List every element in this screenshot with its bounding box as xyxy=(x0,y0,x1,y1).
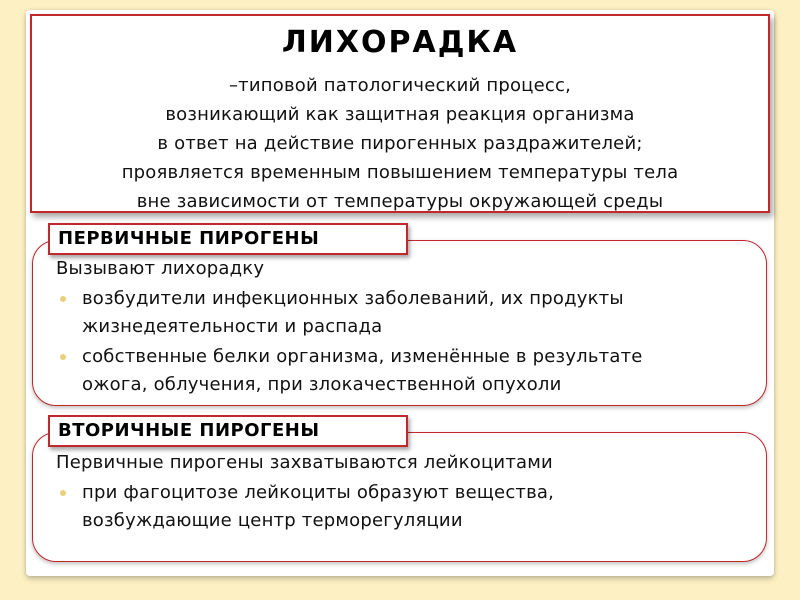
definition-box xyxy=(30,14,770,213)
definition-line: в ответ на действие пирогенных раздражителей; xyxy=(157,133,643,154)
definition-title: ЛИХОРАДКА xyxy=(281,25,519,60)
bullet-text: собственные белки организма, изменённые в результате xyxy=(82,346,643,367)
bullet-text: возбудители инфекционных заболеваний, их продукты xyxy=(82,288,624,309)
bullet-text: жизнедеятельности и распада xyxy=(82,316,383,337)
secondary-pyrogens-content xyxy=(56,449,756,535)
list-item xyxy=(56,343,756,399)
definition-line: проявляется временным повышением температуры тела xyxy=(121,162,679,183)
bullet-icon xyxy=(60,354,66,360)
definition-line: вне зависимости от температуры окружающей среды xyxy=(136,191,664,212)
definition-text xyxy=(32,71,768,216)
bullet-text: при фагоцитозе лейкоциты образуют вещества, xyxy=(82,482,555,503)
definition-line: –типовой патологический процесс, xyxy=(228,75,572,96)
bullet-text: возбуждающие центр терморегуляции xyxy=(82,510,463,531)
list-item xyxy=(56,479,756,535)
definition-line: возникающий как защитная реакция организма xyxy=(165,104,635,125)
primary-pyrogens-label: ПЕРВИЧНЫЕ ПИРОГЕНЫ xyxy=(48,223,408,255)
secondary-lead-text: Первичные пирогены захватываются лейкоцитами xyxy=(56,452,553,473)
bullet-text: ожога, облучения, при злокачественной опухоли xyxy=(82,374,562,395)
bullet-icon xyxy=(60,296,66,302)
primary-pyrogens-content xyxy=(56,255,756,399)
secondary-pyrogens-label: ВТОРИЧНЫЕ ПИРОГЕНЫ xyxy=(48,415,408,447)
primary-bullet-list xyxy=(56,285,756,399)
bullet-icon xyxy=(60,490,66,496)
list-item xyxy=(56,285,756,341)
primary-lead-text: Вызывают лихорадку xyxy=(56,258,265,279)
secondary-bullet-list xyxy=(56,479,756,535)
